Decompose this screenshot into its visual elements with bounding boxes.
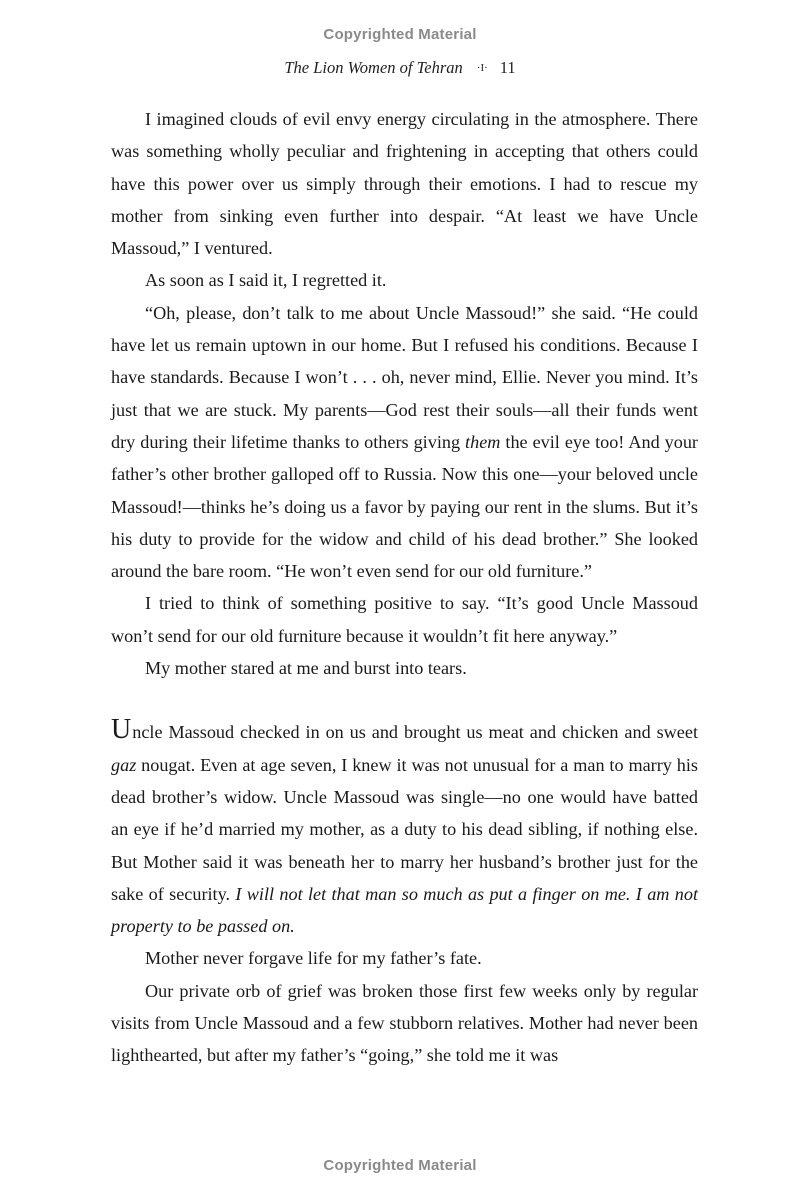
ornament-icon: ·I· <box>476 62 488 74</box>
body-text <box>111 103 698 1072</box>
copyright-watermark-bottom: Copyrighted Material <box>323 1157 477 1174</box>
paragraph-8: Our private orb of grief was broken those first few weeks only by regular visits from Uncle Massoud and a few stubborn relatives. Mother had never been lighthearted, but after my father’s “going,” she told me it was <box>111 980 698 1066</box>
page-number: 11 <box>499 58 516 77</box>
paragraph-4: I tried to think of something positive to say. “It’s good Uncle Massoud won’t send for our old furniture because it wouldn’t fit here anyway.” <box>111 593 698 646</box>
copyright-watermark-top: Copyrighted Material <box>323 26 477 43</box>
paragraph-6-text-b: nougat. Even at age seven, I knew it was not unusual for a man to marry his dead brother’s widow. Uncle Massoud was single—no one would have batted an eye if he’d married my mother, as a duty to his dead sibling, if nothing else. But Mother said it was beneath her to marry her husband’s brother just for the sake of security. <box>111 754 698 904</box>
paragraph-5: My mother stared at me and burst into tears. <box>145 658 467 679</box>
drop-cap-letter: U <box>111 714 133 746</box>
paragraph-1: I imagined clouds of evil envy energy circulating in the atmosphere. There was something wholly peculiar and frightening in accepting that others could have this power over us simply through their emotions. I had to rescue my mother from sinking even further into despair. “At least we have Uncle Massoud,” I ventured. <box>111 109 698 259</box>
paragraph-3-text-b: the evil eye too! And your father’s other brother galloped off to Russia. Now this one—your beloved uncle Massoud!—thinks he’s doing us a favor by paying our rent in the slums. But it’s his duty to provide for the widow and child of his dead brother.” She looked around the bare room. “He won’t even send for our old furniture.” <box>111 431 698 582</box>
paragraph-3-emphasis: them <box>465 431 501 452</box>
paragraph-7: Mother never forgave life for my father’s fate. <box>145 948 482 969</box>
paragraph-3 <box>111 297 698 588</box>
paragraph-6-text-a: ncle Massoud checked in on us and brought us meat and chicken and sweet <box>132 722 698 743</box>
paragraph-2: As soon as I said it, I regretted it. <box>145 270 387 291</box>
book-title: The Lion Women of Tehran <box>284 58 463 77</box>
paragraph-6-section-start <box>111 716 698 942</box>
paragraph-6-emphasis-quote: I will not let that man so much as put a finger on me. I am not property to be passed on. <box>111 883 698 937</box>
paragraph-6-emphasis-gaz: gaz <box>111 754 137 775</box>
paragraph-3-text-a: “Oh, please, don’t talk to me about Uncle Massoud!” she said. “He could have let us remain uptown in our home. But I refused his conditions. Because I have standards. Because I won’t . . . oh, never mind, Ellie. Never you mind. It’s just that we are stuck. My parents—God rest their souls—all their funds went dry during their lifetime thanks to others giving <box>111 302 698 452</box>
running-head <box>0 58 800 78</box>
